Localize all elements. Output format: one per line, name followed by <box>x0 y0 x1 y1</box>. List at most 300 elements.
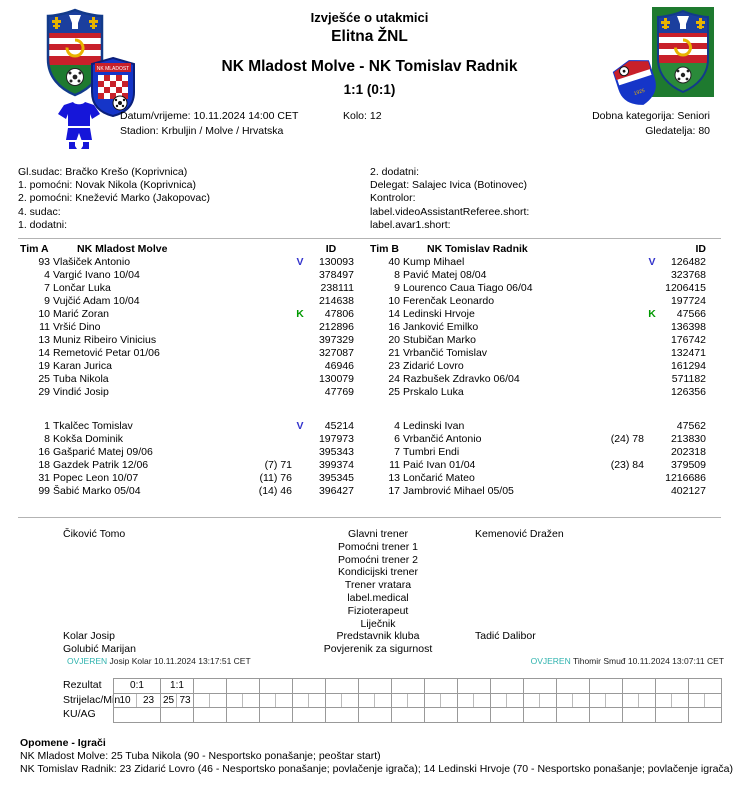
official-line: Delegat: Salajec Ivica (Botinovec) <box>370 179 527 192</box>
player-row <box>18 256 354 269</box>
period-score <box>557 679 589 693</box>
period-score <box>656 679 688 693</box>
result-grid-cell <box>392 708 425 723</box>
player-name: Tumbri Endi <box>403 446 460 458</box>
player-number: 29 <box>38 386 50 398</box>
result-grid-cell <box>458 708 491 723</box>
player-row <box>18 386 354 399</box>
staff-name-home: Golubić Marijan <box>63 643 136 656</box>
staff-row <box>18 554 728 567</box>
player-id: 323768 <box>670 269 706 281</box>
role-letter <box>644 334 660 347</box>
scorer-number <box>524 694 540 708</box>
substitution-info <box>592 321 644 334</box>
scorer-number <box>458 694 474 708</box>
player-row <box>18 472 354 485</box>
role-letter <box>644 321 660 334</box>
official-line: Gl.sudac: Bračko Krešo (Koprivnica) <box>18 166 188 178</box>
result-grid-cell <box>326 679 359 694</box>
role-letter: V <box>648 256 656 268</box>
official-line: Kontrolor: <box>370 192 416 205</box>
result-table-labels <box>63 678 121 723</box>
team-a-id-header: ID <box>325 243 337 255</box>
result-grid-cell <box>392 694 425 709</box>
official-line: 4. sudac: <box>18 205 61 218</box>
result-grid-cell <box>326 694 359 709</box>
match-stadium: Stadion: Krbuljin / Molve / Hrvatska <box>120 125 284 137</box>
scorer-number: 10 <box>114 694 137 708</box>
result-grid-cell <box>227 679 260 694</box>
scorer-number <box>392 694 408 708</box>
goal-minute <box>276 694 292 708</box>
substitution-info <box>592 472 644 485</box>
role-letter <box>292 295 308 308</box>
role-letter <box>292 269 308 282</box>
result-grid-cell <box>656 694 689 709</box>
substitution-info <box>592 360 644 373</box>
match-title: NK Mladost Molve - NK Tomislav Radnik <box>221 58 518 75</box>
player-row <box>18 282 354 295</box>
staff-row <box>18 618 728 631</box>
result-grid-row <box>114 694 722 709</box>
team-a-substitutes <box>18 420 354 498</box>
goal-minute <box>342 694 358 708</box>
svg-text:NK MLADOST: NK MLADOST <box>96 66 130 72</box>
goal-minute: 73 <box>179 694 191 706</box>
cards-label: KU/AG <box>63 708 96 720</box>
player-row <box>368 472 706 485</box>
substitution-info: (23) 84 <box>610 459 644 471</box>
player-id: 202318 <box>670 446 706 458</box>
attendance: Gledatelja: 80 <box>645 125 710 137</box>
staff-name-home <box>18 592 283 605</box>
result-grid-cell <box>194 694 227 709</box>
role-letter <box>644 459 660 472</box>
official-line: 1. dodatni: <box>18 218 68 231</box>
staff-name-home <box>18 579 283 592</box>
substitution-info <box>240 420 292 433</box>
result-table <box>63 678 722 723</box>
substitution-info: (7) 71 <box>264 459 292 471</box>
substitution-info <box>592 347 644 360</box>
staff-name-home <box>18 566 283 579</box>
goal-minute <box>474 694 490 708</box>
result-grid-cell <box>425 694 458 709</box>
role-letter <box>644 472 660 485</box>
substitution-info <box>240 373 292 386</box>
scorer-number <box>689 694 705 708</box>
player-row <box>368 446 706 459</box>
result-grid-cell <box>161 708 194 723</box>
player-name: Vargić Ivano 10/04 <box>53 269 140 281</box>
player-number: 40 <box>388 256 400 268</box>
role-letter <box>292 446 308 459</box>
result-grid-cell <box>194 708 227 723</box>
player-id: 126356 <box>670 386 706 398</box>
scorer-number <box>326 694 342 708</box>
role-letter: V <box>296 256 304 268</box>
staff-name-away: Kemenović Dražen <box>475 528 564 540</box>
notes-title: Opomene - Igrači <box>20 737 106 749</box>
substitution-info <box>592 446 644 459</box>
staff-name-away <box>473 618 728 631</box>
staff-role: Kondicijski trener <box>338 566 418 579</box>
player-name: Vujčić Adam 10/04 <box>53 295 140 307</box>
substitution-info <box>240 347 292 360</box>
player-name: Janković Emilko <box>403 321 479 333</box>
result-grid-cell <box>392 679 425 694</box>
role-letter <box>644 420 660 433</box>
result-grid-cell <box>689 694 722 709</box>
player-id: 136398 <box>670 321 706 333</box>
result-grid-cell <box>260 679 293 694</box>
result-grid-cell <box>260 708 293 723</box>
scorer-number <box>656 694 672 708</box>
goal-minute <box>639 694 655 708</box>
player-row <box>368 269 706 282</box>
player-number: 16 <box>388 321 400 333</box>
scorer-number: 25 <box>161 694 177 708</box>
result-grid-cell <box>623 679 656 694</box>
period-score <box>227 679 259 693</box>
player-row <box>18 321 354 334</box>
team-b-substitutes <box>368 420 706 498</box>
player-row <box>18 269 354 282</box>
player-number: 14 <box>38 347 50 359</box>
role-letter <box>644 269 660 282</box>
league-title: Elitna ŽNL <box>331 28 408 45</box>
period-score <box>524 679 556 693</box>
result-grid-cell <box>557 708 590 723</box>
player-row <box>368 373 706 386</box>
scorer-number <box>623 694 639 708</box>
role-letter <box>292 472 308 485</box>
goal-minute <box>606 694 622 708</box>
scorer-number <box>557 694 573 708</box>
scorer-number <box>359 694 375 708</box>
verified-badge: OVJEREN <box>67 656 108 666</box>
result-grid-cell <box>524 679 557 694</box>
player-name: Gazdek Patrik 12/06 <box>53 459 149 471</box>
player-id: 571182 <box>671 373 706 385</box>
player-id: 161294 <box>670 360 706 372</box>
player-number: 18 <box>38 459 50 471</box>
player-name: Ledinski Ivan <box>403 420 465 432</box>
player-number: 8 <box>44 433 50 445</box>
separator-line <box>18 238 721 239</box>
result-grid-cell <box>557 694 590 709</box>
staff-role: Pomoćni trener 1 <box>338 540 418 553</box>
player-number: 8 <box>394 269 400 281</box>
player-name: Vršić Dino <box>53 321 101 333</box>
substitution-info <box>240 282 292 295</box>
role-letter <box>644 347 660 360</box>
player-id: 130079 <box>318 373 354 385</box>
staff-name-home <box>18 605 283 618</box>
substitution-info <box>240 433 292 446</box>
player-id: 130093 <box>318 256 354 268</box>
player-name: Tkalčec Tomislav <box>53 420 133 432</box>
player-name: Tuba Nikola <box>53 373 109 385</box>
player-id: 379509 <box>670 459 706 471</box>
official-line: 2. dodatni: <box>370 166 420 178</box>
player-id: 197973 <box>318 433 354 445</box>
goal-minute <box>408 694 424 708</box>
role-letter <box>292 334 308 347</box>
player-row <box>18 360 354 373</box>
player-id: 396427 <box>318 485 354 497</box>
substitution-info <box>592 373 644 386</box>
player-row <box>18 420 354 433</box>
result-grid-cell <box>689 679 722 694</box>
period-score <box>623 679 655 693</box>
scorer-number <box>227 694 243 708</box>
result-grid-cell <box>293 694 326 709</box>
player-number: 23 <box>388 360 400 372</box>
player-number: 20 <box>388 334 400 346</box>
result-grid-cell <box>425 708 458 723</box>
player-name: Lončar Luka <box>53 282 111 294</box>
player-id: 1216686 <box>665 472 706 484</box>
player-id: 395345 <box>318 472 354 484</box>
result-grid-cell <box>194 679 227 694</box>
player-row <box>368 282 706 295</box>
player-number: 13 <box>388 472 400 484</box>
player-row <box>368 256 706 269</box>
player-number: 24 <box>388 373 400 385</box>
staff-role: Povjerenik za sigurnost <box>323 643 433 656</box>
staff-name-away <box>473 541 728 554</box>
role-letter <box>644 485 660 498</box>
period-score <box>425 679 457 693</box>
signature-text: Josip Kolar 10.11.2024 13:17:51 CET <box>109 656 251 666</box>
scorer-number <box>293 694 309 708</box>
substitution-info <box>240 321 292 334</box>
player-name: Šabić Marko 05/04 <box>53 485 141 497</box>
player-number: 1 <box>44 420 50 432</box>
result-grid-cell <box>458 679 491 694</box>
period-score <box>194 679 226 693</box>
role-letter <box>292 459 308 472</box>
player-row <box>18 347 354 360</box>
scorer-number <box>194 694 210 708</box>
substitution-info <box>240 295 292 308</box>
svg-text:1925: 1925 <box>633 87 646 98</box>
player-number: 25 <box>38 373 50 385</box>
staff-role: label.medical <box>347 591 409 604</box>
player-id: 47562 <box>676 420 706 432</box>
scorer-number <box>260 694 276 708</box>
player-number: 17 <box>388 485 400 497</box>
substitution-info: (11) 76 <box>259 472 292 484</box>
result-grid-cell <box>227 694 260 709</box>
player-row <box>18 295 354 308</box>
player-id: 397329 <box>318 334 354 346</box>
staff-row <box>18 630 728 643</box>
result-grid-cell <box>524 694 557 709</box>
goal-minute: 23 <box>142 694 155 706</box>
match-round: Kolo: 12 <box>343 110 382 122</box>
player-id: 45214 <box>324 420 354 432</box>
result-grid-cell <box>114 708 161 723</box>
player-number: 7 <box>44 282 50 294</box>
staff-name-home: Čiković Tomo <box>63 528 126 540</box>
player-id: 1206415 <box>665 282 706 294</box>
player-number: 10 <box>388 295 400 307</box>
goal-minute <box>309 694 325 708</box>
role-letter <box>644 373 660 386</box>
substitution-info <box>592 256 644 269</box>
player-name: Ferenčak Leonardo <box>403 295 495 307</box>
result-grid-cell <box>458 694 491 709</box>
result-grid-cell <box>359 694 392 709</box>
team-b-id-header: ID <box>695 243 706 255</box>
result-grid-cell <box>114 694 161 709</box>
result-grid-cell <box>359 708 392 723</box>
goal-minute <box>375 694 391 708</box>
period-score <box>260 679 292 693</box>
period-score: 0:1 <box>130 680 144 691</box>
player-row <box>368 459 706 472</box>
staff-role: Predstavnik kluba <box>336 630 420 643</box>
result-grid-cell <box>359 679 392 694</box>
officials-right <box>370 166 529 232</box>
player-name: Vindić Josip <box>53 386 109 398</box>
notes-line: NK Tomislav Radnik: 23 Zidarić Lovro (46 - Nesportsko ponašanje; povlačenje igrača); 14 Ledinski Hrvoje (70 - Nesportsko ponašanje; povlačenje igrača) <box>20 763 734 775</box>
player-name: Vlašiček Antonio <box>53 256 131 268</box>
role-letter: K <box>648 308 656 320</box>
player-id: 47566 <box>676 308 706 320</box>
player-row <box>368 485 706 498</box>
official-line: 1. pomoćni: Novak Nikola (Koprivnica) <box>18 179 196 192</box>
player-row <box>368 321 706 334</box>
substitution-info <box>592 420 644 433</box>
result-grid-cell <box>623 708 656 723</box>
role-letter: K <box>296 308 304 320</box>
team-b-label: Tim B <box>370 243 399 255</box>
scorer-number <box>590 694 606 708</box>
role-letter <box>292 360 308 373</box>
player-number: 11 <box>389 459 400 471</box>
period-score <box>293 679 325 693</box>
period-score <box>689 679 721 693</box>
staff-name-home <box>18 618 283 631</box>
staff-row <box>18 579 728 592</box>
player-name: Remetović Petar 01/06 <box>53 347 160 359</box>
player-number: 14 <box>388 308 400 320</box>
player-number: 4 <box>44 269 50 281</box>
team-a-starters <box>18 256 354 399</box>
period-score <box>359 679 391 693</box>
verified-badge: OVJEREN <box>530 656 571 666</box>
staff-name-away <box>473 592 728 605</box>
player-name: Razbušek Zdravko 06/04 <box>403 373 520 385</box>
player-number: 13 <box>38 334 50 346</box>
player-id: 238111 <box>320 282 354 294</box>
separator-line <box>18 517 721 518</box>
staff-row <box>18 541 728 554</box>
substitution-info <box>592 282 644 295</box>
player-id: 47769 <box>324 386 354 398</box>
role-letter <box>644 386 660 399</box>
player-name: Vrbančić Tomislav <box>403 347 488 359</box>
player-number: 31 <box>38 472 50 484</box>
staff-row <box>18 566 728 579</box>
official-line: label.avar1.short: <box>370 218 451 231</box>
player-name: Jambrović Mihael 05/05 <box>403 485 514 497</box>
substitution-info <box>592 485 644 498</box>
player-number: 11 <box>39 321 50 333</box>
player-id: 46946 <box>324 360 354 372</box>
role-letter <box>644 282 660 295</box>
substitution-info <box>240 308 292 321</box>
goal-minute <box>507 694 523 708</box>
scorer-label: Strijelac/Min <box>63 693 121 706</box>
result-grid-cell <box>557 679 590 694</box>
staff-name-home <box>18 541 283 554</box>
staff-row <box>18 605 728 618</box>
player-name: Kump Mihael <box>403 256 465 268</box>
result-grid-cell <box>161 694 194 709</box>
age-category: Dobna kategorija: Seniori <box>592 110 710 122</box>
substitution-info <box>240 269 292 282</box>
result-label: Rezultat <box>63 679 102 691</box>
match-score: 1:1 (0:1) <box>343 82 396 97</box>
notes-section <box>20 737 733 776</box>
period-score <box>326 679 358 693</box>
staff-row <box>18 592 728 605</box>
player-number: 7 <box>394 446 400 458</box>
staff-section <box>18 528 728 656</box>
result-grid-cell <box>491 708 524 723</box>
player-name: Stubičan Marko <box>403 334 476 346</box>
role-letter <box>292 386 308 399</box>
staff-name-away <box>473 554 728 567</box>
player-row <box>18 433 354 446</box>
substitution-info <box>592 308 644 321</box>
signature-text: Tihomir Smuđ 10.11.2024 13:07:11 CET <box>572 656 724 666</box>
player-row <box>18 308 354 321</box>
signature-away <box>531 656 724 666</box>
result-grid-cell <box>524 708 557 723</box>
period-score: 1:1 <box>170 680 184 691</box>
role-letter: V <box>296 420 304 432</box>
role-letter <box>292 321 308 334</box>
officials-left <box>18 166 210 232</box>
staff-name-home: Kolar Josip <box>63 630 115 643</box>
player-id: 214638 <box>318 295 354 307</box>
player-number: 99 <box>38 485 50 497</box>
player-number: 10 <box>38 308 50 320</box>
team-a-label: Tim A <box>20 243 49 255</box>
staff-role: Glavni trener <box>347 528 409 540</box>
player-number: 6 <box>394 433 400 445</box>
goal-minute <box>672 694 688 708</box>
player-row <box>18 446 354 459</box>
substitution-info <box>592 295 644 308</box>
role-letter <box>292 282 308 295</box>
player-id: 126482 <box>670 256 706 268</box>
player-number: 16 <box>38 446 50 458</box>
scorer-number <box>491 694 507 708</box>
player-name: Marić Zoran <box>53 308 110 320</box>
substitution-info <box>240 446 292 459</box>
staff-row <box>18 528 728 541</box>
player-name: Prskalo Luka <box>403 386 464 398</box>
player-row <box>368 433 706 446</box>
player-row <box>18 373 354 386</box>
player-name: Gašparić Matej 09/06 <box>53 446 153 458</box>
